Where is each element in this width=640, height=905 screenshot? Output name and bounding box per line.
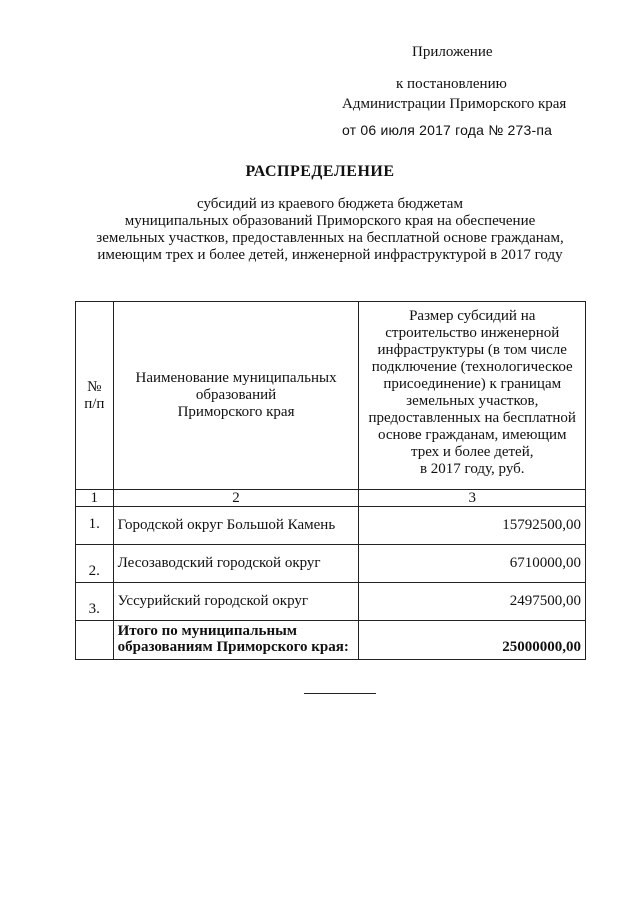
closing-rule bbox=[304, 693, 376, 694]
table-header-row bbox=[76, 302, 586, 490]
header-text-line: в 2017 году, руб. bbox=[419, 461, 525, 477]
header-text-line: строительство инженерной bbox=[385, 325, 560, 341]
column-number-row bbox=[76, 490, 586, 507]
total-row bbox=[76, 621, 586, 660]
total-label-line: образованиям Приморского края: bbox=[117, 639, 349, 655]
total-amount: 25000000,00 bbox=[359, 621, 586, 660]
table-row bbox=[76, 583, 586, 621]
header-number-cell bbox=[76, 302, 114, 490]
row-number: 2. bbox=[76, 545, 114, 583]
header-text-line: Приморского края bbox=[177, 404, 295, 420]
header-text-line: присоединение) к границам bbox=[383, 376, 562, 392]
subsidy-amount: 6710000,00 bbox=[359, 545, 586, 583]
row-number: 1. bbox=[76, 507, 114, 545]
table-row bbox=[76, 545, 586, 583]
municipality-name: Лесозаводский городской округ bbox=[113, 545, 359, 583]
header-text-line: трех и более детей, bbox=[410, 444, 534, 460]
header-amount-cell bbox=[359, 302, 586, 490]
distribution-table bbox=[75, 301, 586, 660]
table-row bbox=[76, 507, 586, 545]
administration-label: Администрации Приморского края bbox=[342, 96, 567, 112]
header-text-line: подключение (технологическое bbox=[371, 359, 573, 375]
to-decree-label: к постановлению bbox=[396, 76, 507, 92]
document-subtitle bbox=[80, 196, 580, 264]
total-label-line: Итого по муниципальным bbox=[117, 623, 298, 639]
header-text-line: п/п bbox=[84, 395, 105, 412]
appendix-label: Приложение bbox=[412, 44, 493, 60]
subsidy-amount: 15792500,00 bbox=[359, 507, 586, 545]
subtitle-line: муниципальных образований Приморского края на обеспечение bbox=[124, 213, 536, 229]
header-name-cell bbox=[113, 302, 359, 490]
row-number: 3. bbox=[76, 583, 114, 621]
subtitle-line: земельных участков, предоставленных на бесплатной основе гражданам, bbox=[96, 230, 564, 246]
document-title: РАСПРЕДЕЛЕНИЕ bbox=[245, 163, 395, 180]
subtitle-line: имеющим трех и более детей, инженерной инфраструктурой в 2017 году bbox=[97, 247, 563, 263]
header-text-line: Размер субсидий на bbox=[409, 308, 536, 324]
municipality-name: Уссурийский городской округ bbox=[113, 583, 359, 621]
total-label bbox=[113, 621, 359, 660]
total-number-cell bbox=[76, 621, 114, 660]
column-number: 3 bbox=[359, 490, 586, 507]
header-text-line: предоставленных на бесплатной bbox=[368, 410, 576, 426]
header-text-line: образований bbox=[195, 387, 277, 403]
municipality-name: Городской округ Большой Камень bbox=[113, 507, 359, 545]
column-number: 2 bbox=[113, 490, 359, 507]
subtitle-line: субсидий из краевого бюджета бюджетам bbox=[197, 196, 463, 212]
header-text-line: земельных участков, bbox=[406, 393, 539, 409]
header-text-line: инфраструктуры (в том числе bbox=[377, 342, 567, 358]
header-text-line: основе гражданам, имеющим bbox=[377, 427, 567, 443]
decree-date-number: от 06 июля 2017 года № 273-па bbox=[342, 122, 553, 138]
header-text-line: № bbox=[87, 378, 102, 395]
header-text-line: Наименование муниципальных bbox=[135, 370, 337, 386]
subsidy-amount: 2497500,00 bbox=[359, 583, 586, 621]
column-number: 1 bbox=[76, 490, 114, 507]
